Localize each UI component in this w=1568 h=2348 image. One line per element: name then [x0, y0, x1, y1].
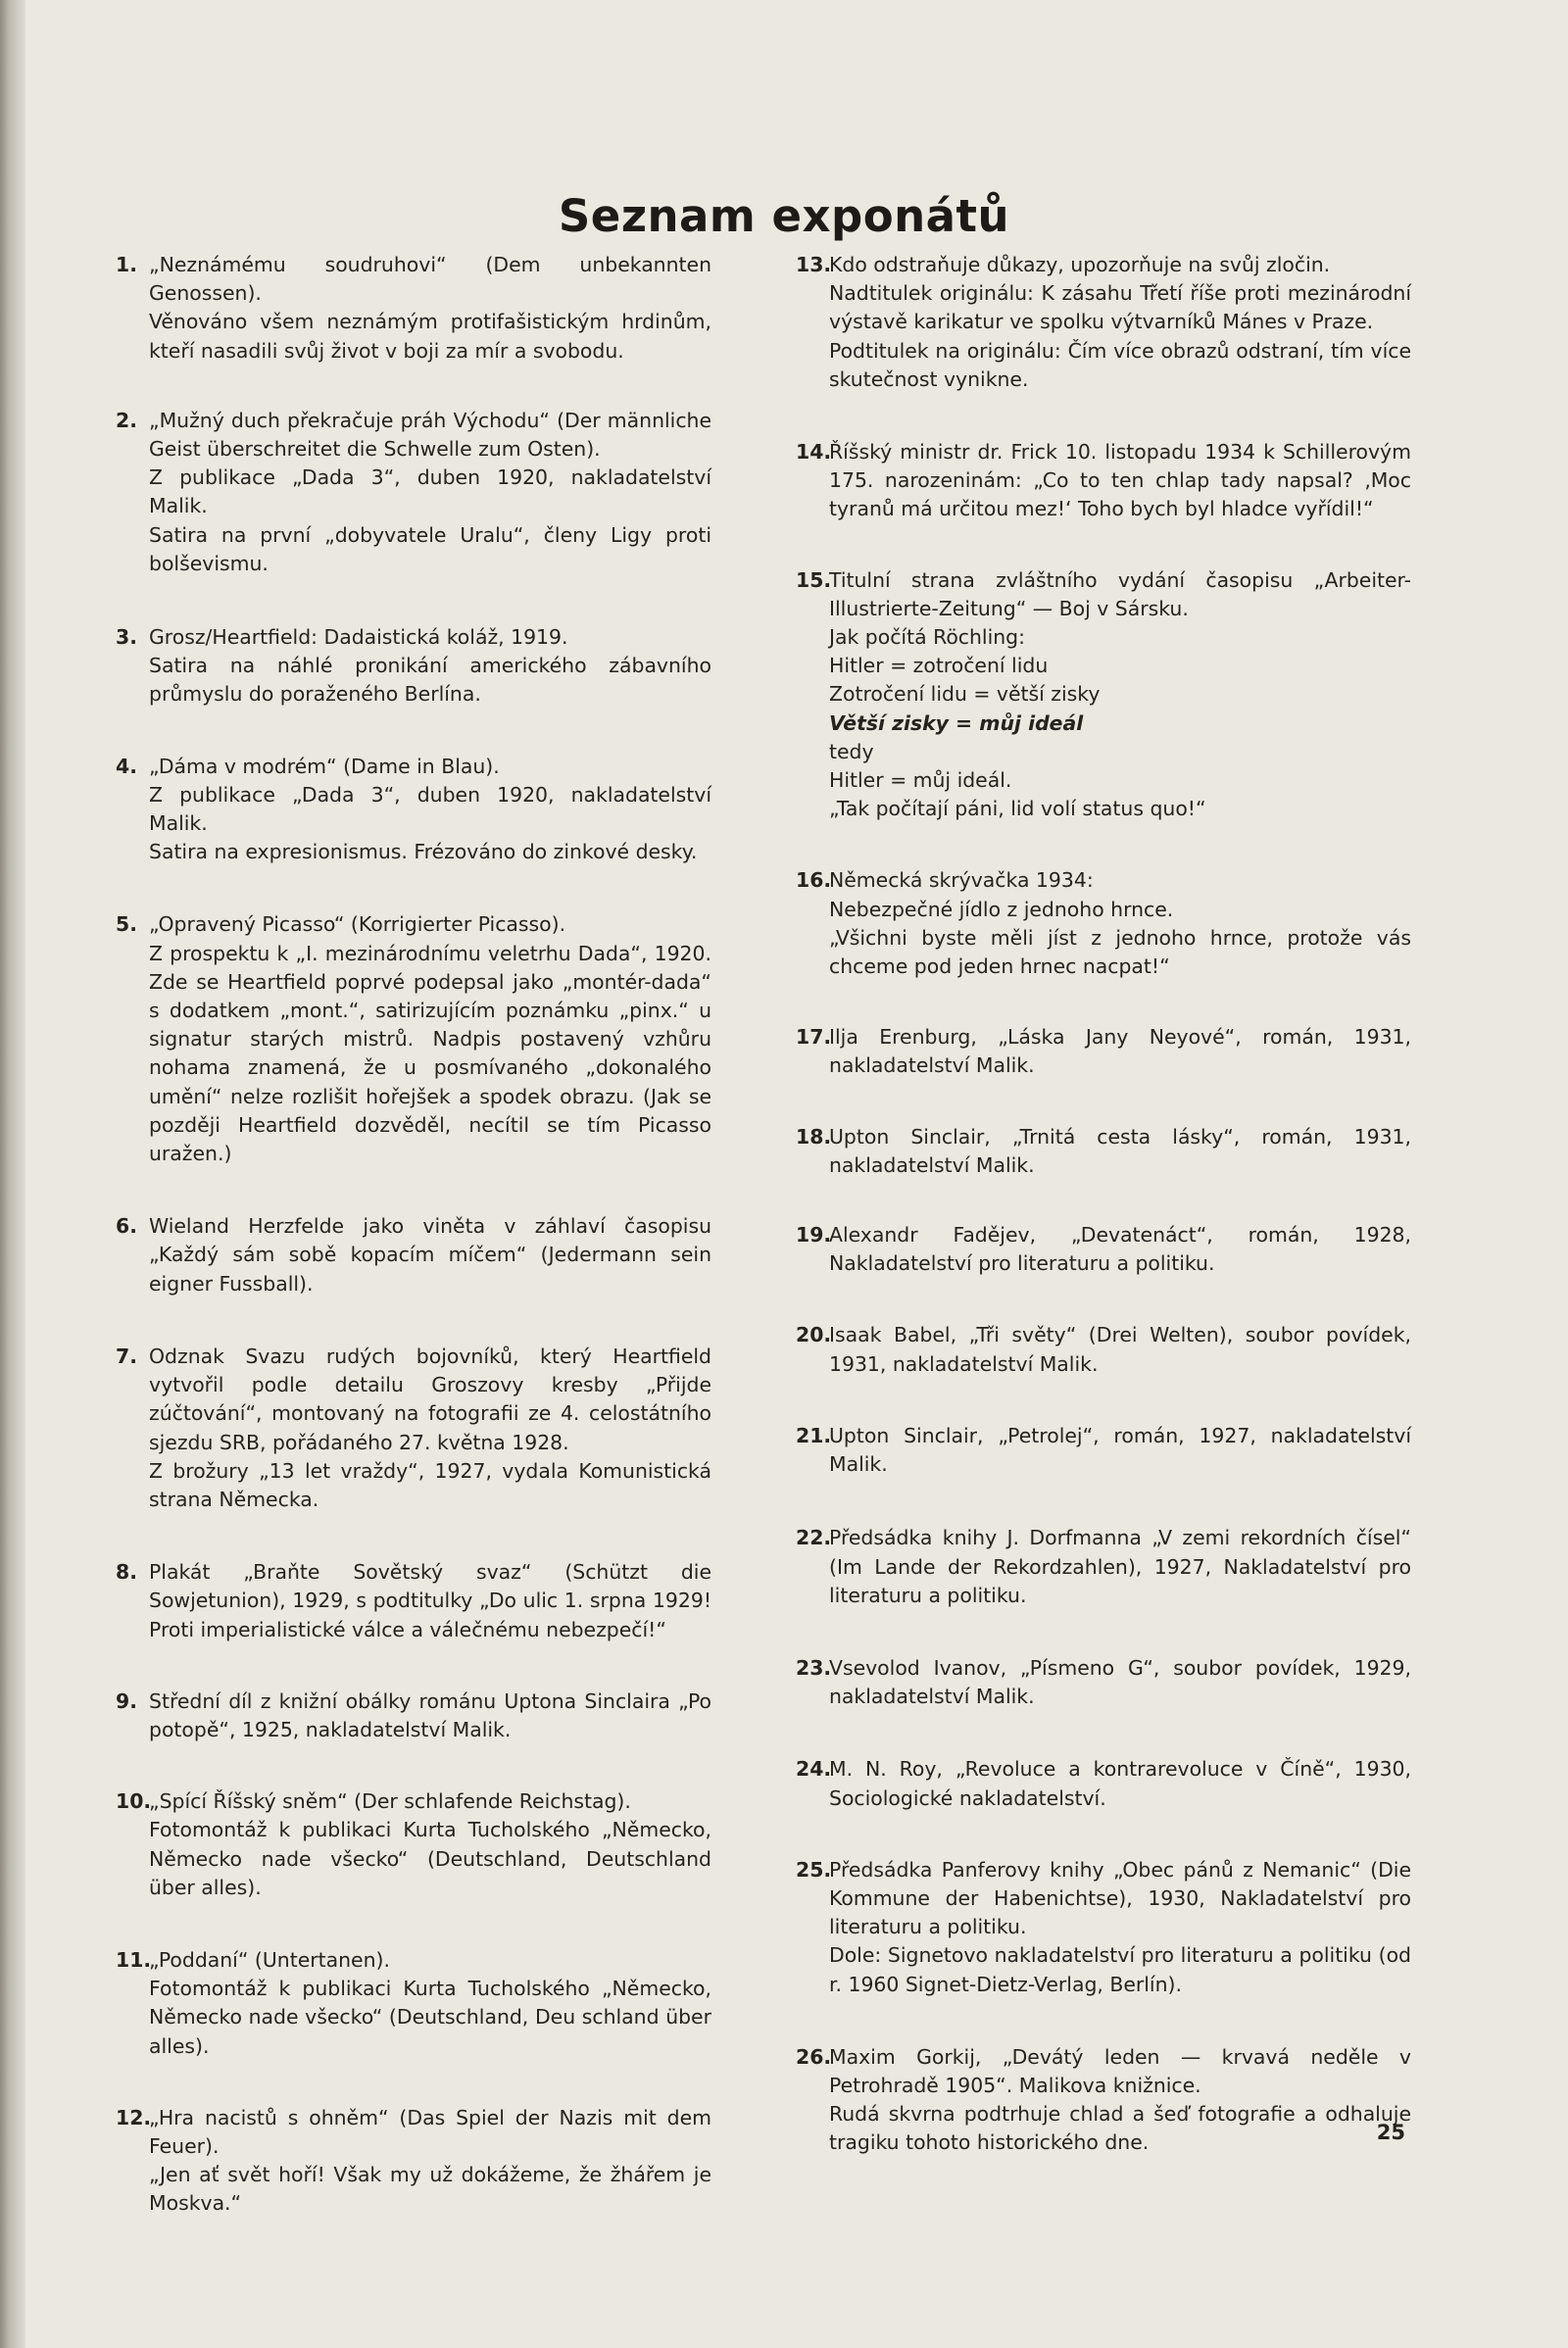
exhibit-text-line: Ilja Erenburg, „Láska Jany Neyové“, román, 1931, nakladatelství Malik.	[829, 1025, 1411, 1078]
exhibit-text-line: Zotročení lidu = větší zisky	[829, 682, 1101, 707]
exhibit-text-line: Dole: Signetovo nakladatelství pro literaturu a politiku (od r. 1960 Signet-Dietz-Verlag, Berlín).	[829, 1943, 1411, 1996]
exhibit-item	[796, 1221, 1411, 1278]
exhibit-number: 21.	[796, 1423, 832, 1447]
exhibit-text-line: Předsádka knihy J. Dorfmanna „V zemi rekordních čísel“ (Im Lande der Rekordzahlen), 1927, Nakladatelství pro literaturu a politiku.	[829, 1526, 1411, 1607]
exhibit-text-line: Rudá skvrna podtrhuje chlad a šeď fotografie a odhaluje tragiku tohoto historického dne.	[829, 2102, 1411, 2155]
exhibit-description	[829, 1524, 1411, 1610]
exhibit-item	[116, 1343, 711, 1514]
exhibit-item	[796, 2043, 1411, 2158]
exhibit-description	[149, 1787, 711, 1902]
exhibit-text-line: „Mužný duch překračuje práh Východu“ (Der männliche Geist überschreitet die Schwelle zum Osten).	[149, 408, 711, 462]
exhibit-item	[796, 1856, 1411, 1999]
exhibit-description	[829, 438, 1411, 524]
exhibit-item	[796, 1654, 1411, 1711]
exhibit-text-line: Upton Sinclair, „Trnitá cesta lásky“, román, 1931, nakladatelství Malik.	[829, 1124, 1411, 1177]
exhibit-text-line: Plakát „Braňte Sovětský svaz“ (Schützt die Sowjetunion), 1929, s podtitulky „Do ulic 1. srpna 1929! Proti imperialistické válce a válečnému nebezpečí!“	[149, 1560, 711, 1641]
exhibit-item	[796, 438, 1411, 524]
exhibit-item	[116, 1558, 711, 1644]
exhibit-item	[796, 1023, 1411, 1080]
exhibit-description	[149, 1946, 711, 2061]
exhibit-number: 4.	[116, 754, 137, 778]
exhibit-number: 7.	[116, 1344, 137, 1368]
exhibit-number: 14.	[796, 440, 832, 465]
exhibit-number: 15.	[796, 567, 832, 592]
exhibit-item	[116, 1688, 711, 1744]
exhibit-text-line: Podtitulek na originálu: Čím více obrazů odstraní, tím více skutečnost vynikne.	[829, 338, 1411, 391]
exhibit-number: 25.	[796, 1857, 832, 1882]
exhibit-item	[116, 2104, 711, 2219]
page-title: Seznam exponátů	[558, 190, 1010, 243]
exhibit-description	[829, 1023, 1411, 1080]
exhibit-number: 20.	[796, 1323, 832, 1347]
exhibit-text-line: Odznak Svazu rudých bojovníků, který Heartfield vytvořil podle detailu Groszovy kresby „Přijde zúčtování“, montovaný na fotografii ze 4. celostátního sjezdu SRB, pořádaného 27. května 1928.	[149, 1344, 711, 1454]
exhibit-description	[149, 1343, 711, 1514]
exhibit-text-line: Střední díl z knižní obálky románu Uptona Sinclaira „Po potopě“, 1925, nakladatelství Malik.	[149, 1688, 711, 1741]
exhibit-text-line: „Hra nacistů s ohněm“ (Das Spiel der Nazis mit dem Feuer).	[149, 2105, 711, 2158]
exhibit-text-line: „Neznámému soudruhovi“ (Dem unbekannten Genossen).	[149, 253, 711, 306]
exhibit-number: 8.	[116, 1560, 137, 1585]
exhibit-number: 5.	[116, 912, 137, 937]
exhibit-description	[829, 566, 1411, 824]
exhibit-number: 9.	[116, 1688, 137, 1713]
exhibit-description	[829, 1654, 1411, 1711]
exhibit-item	[116, 1787, 711, 1902]
exhibit-number: 1.	[116, 253, 137, 276]
exhibit-description	[149, 623, 711, 709]
exhibit-item	[796, 1123, 1411, 1180]
exhibit-text-line: Maxim Gorkij, „Devátý leden — krvavá neděle v Petrohradě 1905“. Malikova knižnice.	[829, 2044, 1411, 2097]
exhibit-number: 3.	[116, 625, 137, 650]
exhibit-list-right-column	[796, 251, 1411, 2158]
exhibit-item	[116, 407, 711, 578]
exhibit-number: 10.	[116, 1789, 152, 1814]
exhibit-number: 6.	[116, 1214, 137, 1239]
exhibit-text-line: Kdo odstraňuje důkazy, upozorňuje na svůj zločin.	[829, 253, 1331, 276]
exhibit-text-line: Nebezpečné jídlo z jednoho hrnce.	[829, 897, 1174, 921]
exhibit-item	[116, 251, 711, 366]
exhibit-text-line: Titulní strana zvláštního vydání časopisu „Arbeiter-Illustrierte-Zeitung“ — Boj v Sársku.	[829, 567, 1411, 620]
exhibit-text-line: Satira na expresionismus. Frézováno do zinkové desky.	[149, 840, 698, 864]
exhibit-text-line: Hitler = zotročení lidu	[829, 654, 1049, 678]
exhibit-text-line: Německá skrývačka 1934:	[829, 868, 1094, 893]
exhibit-item	[116, 1212, 711, 1298]
exhibit-text-line: Nadtitulek originálu: K zásahu Třetí říše proti mezinárodní výstavě karikatur ve spolku výtvarníků Mánes v Praze.	[829, 281, 1411, 334]
exhibit-description	[829, 1221, 1411, 1278]
exhibit-item	[796, 866, 1411, 981]
exhibit-item	[116, 1946, 711, 2061]
exhibit-text-line: Wieland Herzfelde jako viněta v záhlaví časopisu „Každý sám sobě kopacím míčem“ (Jedermann sein eigner Fussball).	[149, 1214, 711, 1296]
exhibit-text-line: Fotomontáž k publikaci Kurta Tucholského „Německo, Německo nade všecko“ (Deutschland, Deutschland über alles).	[149, 1818, 711, 1899]
exhibit-text-line: Vsevolod Ivanov, „Písmeno G“, soubor povídek, 1929, nakladatelství Malik.	[829, 1655, 1411, 1709]
exhibit-text-line: „Opravený Picasso“ (Korrigierter Picasso).	[149, 912, 566, 937]
exhibit-text-line: M. N. Roy, „Revoluce a kontrarevoluce v Číně“, 1930, Sociologické nakladatelství.	[829, 1757, 1411, 1810]
exhibit-number: 11.	[116, 1947, 152, 1972]
exhibit-number: 17.	[796, 1025, 832, 1050]
exhibit-item	[796, 1524, 1411, 1610]
exhibit-text-line: tedy	[829, 739, 874, 763]
exhibit-text-line: „Poddaní“ (Untertanen).	[149, 1947, 390, 1972]
exhibit-text-line: Grosz/Heartfield: Dadaistická koláž, 1919.	[149, 625, 568, 650]
exhibit-number: 24.	[796, 1757, 832, 1782]
exhibit-number: 13.	[796, 253, 832, 276]
exhibit-item	[796, 1321, 1411, 1378]
exhibit-number: 12.	[116, 2105, 152, 2129]
exhibit-item	[796, 251, 1411, 394]
exhibit-number: 16.	[796, 868, 832, 893]
exhibit-text-line: Předsádka Panferovy knihy „Obec pánů z Nemanic“ (Die Kommune der Habenichtse), 1930, Nakladatelství pro literaturu a politiku.	[829, 1857, 1411, 1939]
exhibit-text-line: Z brožury „13 let vraždy“, 1927, vydala Komunistická strana Německa.	[149, 1458, 711, 1511]
exhibit-text-line: „Tak počítají páni, lid volí status quo!“	[829, 797, 1206, 821]
exhibit-description	[829, 2043, 1411, 2158]
exhibit-item	[796, 1755, 1411, 1812]
exhibit-description	[149, 753, 711, 867]
exhibit-text-line: Upton Sinclair, „Petrolej“, román, 1927, nakladatelství Malik.	[829, 1423, 1411, 1477]
exhibit-description	[149, 910, 711, 1168]
exhibit-description	[149, 251, 711, 366]
exhibit-description	[829, 1123, 1411, 1180]
exhibit-description	[829, 1321, 1411, 1378]
exhibit-number: 18.	[796, 1124, 832, 1149]
exhibit-text-line: Satira na náhlé pronikání amerického zábavního průmyslu do poraženého Berlína.	[149, 654, 711, 707]
book-spine-shadow	[0, 0, 25, 2348]
exhibit-description	[149, 2104, 711, 2219]
exhibit-item	[796, 1422, 1411, 1479]
exhibit-number: 22.	[796, 1526, 832, 1550]
exhibit-description	[829, 251, 1411, 394]
exhibit-text-line: „Dáma v modrém“ (Dame in Blau).	[149, 754, 500, 778]
exhibit-item	[116, 910, 711, 1168]
exhibit-item	[116, 753, 711, 867]
exhibit-text-line: Z publikace „Dada 3“, duben 1920, nakladatelství Malik.	[149, 782, 711, 836]
exhibit-text-line: Z prospektu k „I. mezinárodnímu veletrhu Dada“, 1920. Zde se Heartfield poprvé podepsal jako „montér-dada“ s dodatkem „mont.“, satirizujícím poznámku „pinx.“ u signatur starých mistrů. Nadpis postavený vzhůru nohama znamená, že u posmívaného „dokonalého umění“ nelze rozlišit hořejšek a spodek obrazu. (Jak se později Heartfield dozvěděl, necítil se tím Picasso uražen.)	[149, 941, 711, 1166]
page-number: 25	[1376, 2121, 1405, 2144]
exhibit-text-line: Věnováno všem neznámým protifašistickým hrdinům, kteří nasadili svůj život v boji za mír a svobodu.	[149, 310, 711, 363]
exhibit-number: 2.	[116, 408, 137, 432]
exhibit-text-line: Satira na první „dobyvatele Uralu“, členy Ligy proti bolševismu.	[149, 522, 711, 575]
exhibit-description	[829, 1755, 1411, 1812]
exhibit-text-line: Jak počítá Röchling:	[829, 625, 1025, 650]
exhibit-text-line: Fotomontáž k publikaci Kurta Tucholského „Německo, Německo nade všecko“ (Deutschland, Deu schland über alles).	[149, 1977, 711, 2058]
exhibit-text-line: Alexandr Fadějev, „Devatenáct“, román, 1928, Nakladatelství pro literaturu a politiku.	[829, 1223, 1411, 1276]
exhibit-description	[149, 407, 711, 578]
exhibit-text-line: Říšský ministr dr. Frick 10. listopadu 1934 k Schillerovým 175. narozeninám: „Co to ten chlap tady napsal? ‚Moc tyranů má určitou mez!‘ Toho bych byl hladce vyřídil!“	[829, 440, 1411, 521]
exhibit-item	[116, 623, 711, 709]
exhibit-list-left-column	[116, 251, 711, 2219]
exhibit-text-line: „Spící Říšský sněm“ (Der schlafende Reichstag).	[149, 1789, 631, 1814]
exhibit-description	[149, 1558, 711, 1644]
exhibit-description	[149, 1688, 711, 1744]
exhibit-text-line: Isaak Babel, „Tři světy“ (Drei Welten), soubor povídek, 1931, nakladatelství Malik.	[829, 1323, 1411, 1376]
exhibit-description	[829, 866, 1411, 981]
exhibit-text-line: „Jen ať svět hoří! Však my už dokážeme, že žhářem je Moskva.“	[149, 2163, 711, 2216]
exhibit-text-line: Větší zisky = můj ideál	[829, 710, 1084, 735]
exhibit-text-line: Z publikace „Dada 3“, duben 1920, nakladatelství Malik.	[149, 465, 711, 518]
exhibit-description	[829, 1856, 1411, 1999]
exhibit-description	[149, 1212, 711, 1298]
exhibit-number: 26.	[796, 2044, 832, 2069]
exhibit-item	[796, 566, 1411, 824]
exhibit-text-line: Hitler = můj ideál.	[829, 768, 1012, 793]
exhibit-description	[829, 1422, 1411, 1479]
exhibit-number: 23.	[796, 1655, 832, 1680]
exhibit-number: 19.	[796, 1223, 832, 1247]
exhibit-text-line: „Všichni byste měli jíst z jednoho hrnce, protože vás chceme pod jeden hrnec nacpat!“	[829, 925, 1411, 979]
